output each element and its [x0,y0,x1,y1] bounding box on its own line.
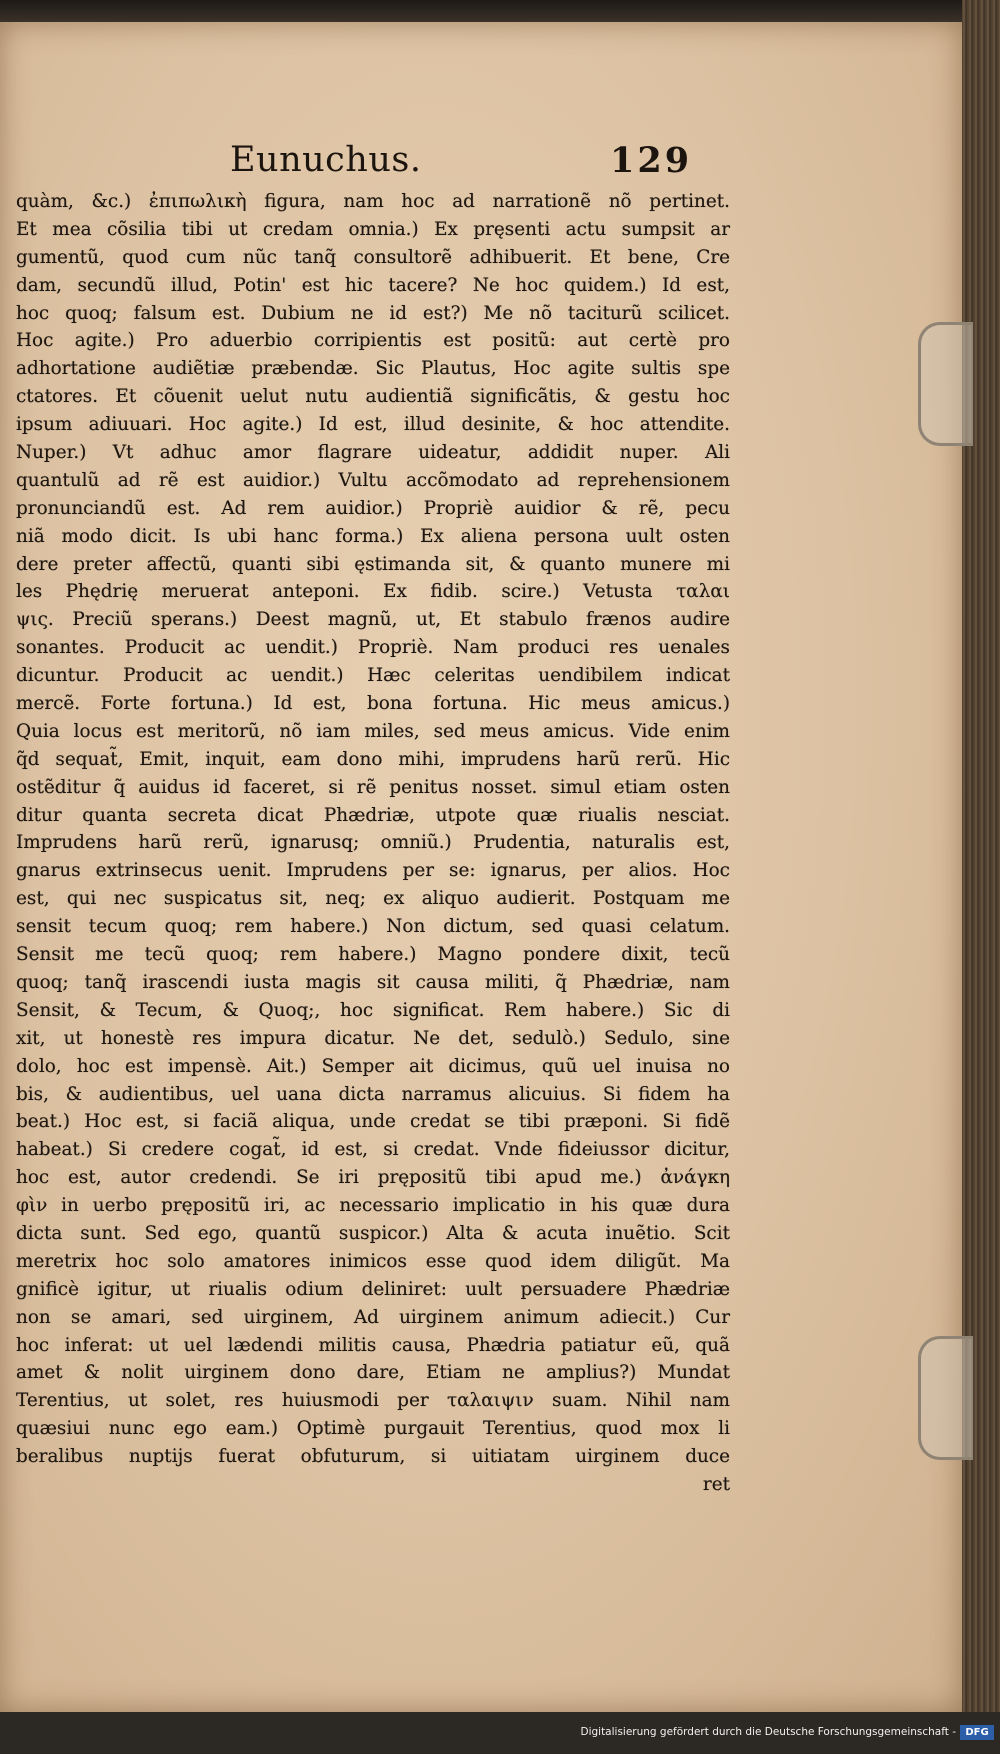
text-line: ipsum adiuuari. Hoc agite.) Id est, illud desinite, & hoc attendite. [16,414,730,436]
page-clip-top [918,322,973,446]
text-line: hoc inferat: ut uel lædendi militis causa, Phædria patiatur eũ, quã [16,1334,730,1356]
text-line: beat.) Hoc est, si faciã aliqua, unde credat se tibi præponi. Si fidẽ [16,1111,730,1133]
text-line: amet & nolit uirginem dono dare, Etiam ne amplius?) Mundat [16,1362,730,1384]
running-title: Eunuchus. [230,140,422,180]
text-line: Nuper.) Vt adhuc amor flagrare uideatur, addidit nuper. Ali [16,442,730,464]
text-line: dicuntur. Producit ac uendit.) Hæc celeritas uendibilem indicat [16,665,730,687]
text-line: quæsiui nunc ego eam.) Optimè purgauit Terentius, quod mox li [16,1418,730,1440]
text-line: quantulũ ad rẽ est auidior.) Vultu accõmodato ad reprehensionem [16,469,730,491]
text-line: dicta sunt. Sed ego, quantũ suspicor.) Alta & acuta inuẽtio. Scit [16,1222,730,1244]
commentary-text [16,188,730,1499]
text-line: hoc est, autor credendi. Se iri prępositũ tibi apud me.) ἀνάγκη [16,1167,730,1189]
text-line: hoc quoq; falsum est. Dubium ne id est?) Me nõ taciturũ scilicet. [16,302,730,324]
text-line: Hoc agite.) Pro aduerbio corripientis est positũ: aut certè pro [16,330,730,352]
text-line: ctatores. Et cõuenit uelut nutu audientiã significãtis, & gestu hoc [16,386,730,408]
page-number: 129 [610,140,693,181]
text-line: gnarus extrinsecus uenit. Imprudens per se: ignarus, per alios. Hoc [16,860,730,882]
catchword: ret [702,1473,730,1495]
text-line: xit, ut honestè res impura dicatur. Ne det, sedulò.) Sedulo, sine [16,1027,730,1049]
text-line: sonantes. Producit ac uendit.) Propriè. Nam produci res uenales [16,637,730,659]
text-line: ditur quanta secreta dicat Phædriæ, utpote quæ riualis nesciat. [16,804,730,826]
text-line: les Phędrię meruerat anteponi. Ex fidib. scire.) Vetusta ταλαι [16,581,730,603]
text-line: Sensit, & Tecum, & Quoq;, hoc significat. Rem habere.) Sic di [16,999,730,1021]
text-line: Et mea cõsilia tibi ut credam omnia.) Ex pręsenti actu sumpsit ar [16,218,730,240]
text-line: habeat.) Si credere cogat̃, id est, si credat. Vnde fideiussor dicitur, [16,1139,730,1161]
text-line: Terentius, ut solet, res huiusmodi per ταλαιψιν suam. Nihil nam [16,1390,730,1412]
book-page [0,22,962,1712]
text-line: meretrix hoc solo amatores inimicos esse quod idem diligũt. Ma [16,1250,730,1272]
dfg-logo: DFG [960,1725,994,1740]
text-line: quoq; tanq̃ irascendi iusta magis sit causa militi, q̃ Phædriæ, nam [16,971,730,993]
text-line: beralibus nuptijs fuerat obfuturum, si uitiatam uirginem duce [16,1446,730,1468]
page-clip-bottom [918,1336,973,1460]
text-line: Sensit me tecũ quoq; rem habere.) Magno pondere dixit, tecũ [16,944,730,966]
text-line: quàm, &c.) ἐπιπωλικὴ figura, nam hoc ad narrationẽ nõ pertinet. [16,191,730,212]
text-line: q̃d sequat̃, Emit, inquit, eam dono mihi, imprudens harũ rerũ. Hic [16,748,730,770]
scan-border-top [0,0,1000,22]
text-line: bis, & audientibus, uel uana dicta narramus alicuius. Si fidem ha [16,1083,730,1105]
text-line: sensit tecum quoq; rem habere.) Non dictum, sed quasi celatum. [16,916,730,938]
digitization-credit: Digitalisierung gefördert durch die Deutsche Forschungsgemeinschaft - [580,1726,956,1738]
text-line: non se amari, sed uirginem, Ad uirginem animum adiecit.) Cur [16,1306,730,1328]
text-line: mercẽ. Forte fortuna.) Id est, bona fortuna. Hic meus amicus.) [16,693,730,715]
text-line: Imprudens harũ rerũ, ignarusq; omniũ.) Prudentia, naturalis est, [16,832,730,854]
text-line: adhortatione audiẽtiæ præbendæ. Sic Plautus, Hoc agite sultis spe [16,358,730,380]
text-line: pronunciandũ est. Ad rem auidior.) Propriè auidior & rẽ, pecu [16,497,730,519]
text-line: ψις. Preciũ sperans.) Deest magnũ, ut, Et stabulo frænos audire [16,609,730,631]
text-line: est, qui nec suspicatus sit, neq; ex aliquo audierit. Postquam me [16,888,730,910]
text-line: ostẽditur q̃ auidus id faceret, si rẽ penitus nosset. simul etiam osten [16,776,730,798]
text-line: dere preter affectũ, quanti sibi ęstimanda sit, & quanto munere mi [16,553,730,575]
text-line: dolo, hoc est impensè. Ait.) Semper ait dicimus, quũ uel inuisa no [16,1055,730,1077]
text-line: gumentũ, quod cum nũc tanq̃ consultorẽ adhibuerit. Et bene, Cre [16,246,730,268]
text-line: φὶν in uerbo prępositũ iri, ac necessario implicatio in his quæ dura [16,1195,730,1217]
text-line: niã modo dicit. Is ubi hanc forma.) Ex aliena persona uult osten [16,525,730,547]
text-line: Quia locus est meritorũ, nõ iam miles, sed meus amicus. Vide enim [16,720,730,742]
text-line: gnificè igitur, ut riualis odium deliniret: uult persuadere Phædriæ [16,1278,730,1300]
text-line: dam, secundũ illud, Potin' est hic tacere? Ne hoc quidem.) Id est, [16,274,730,296]
